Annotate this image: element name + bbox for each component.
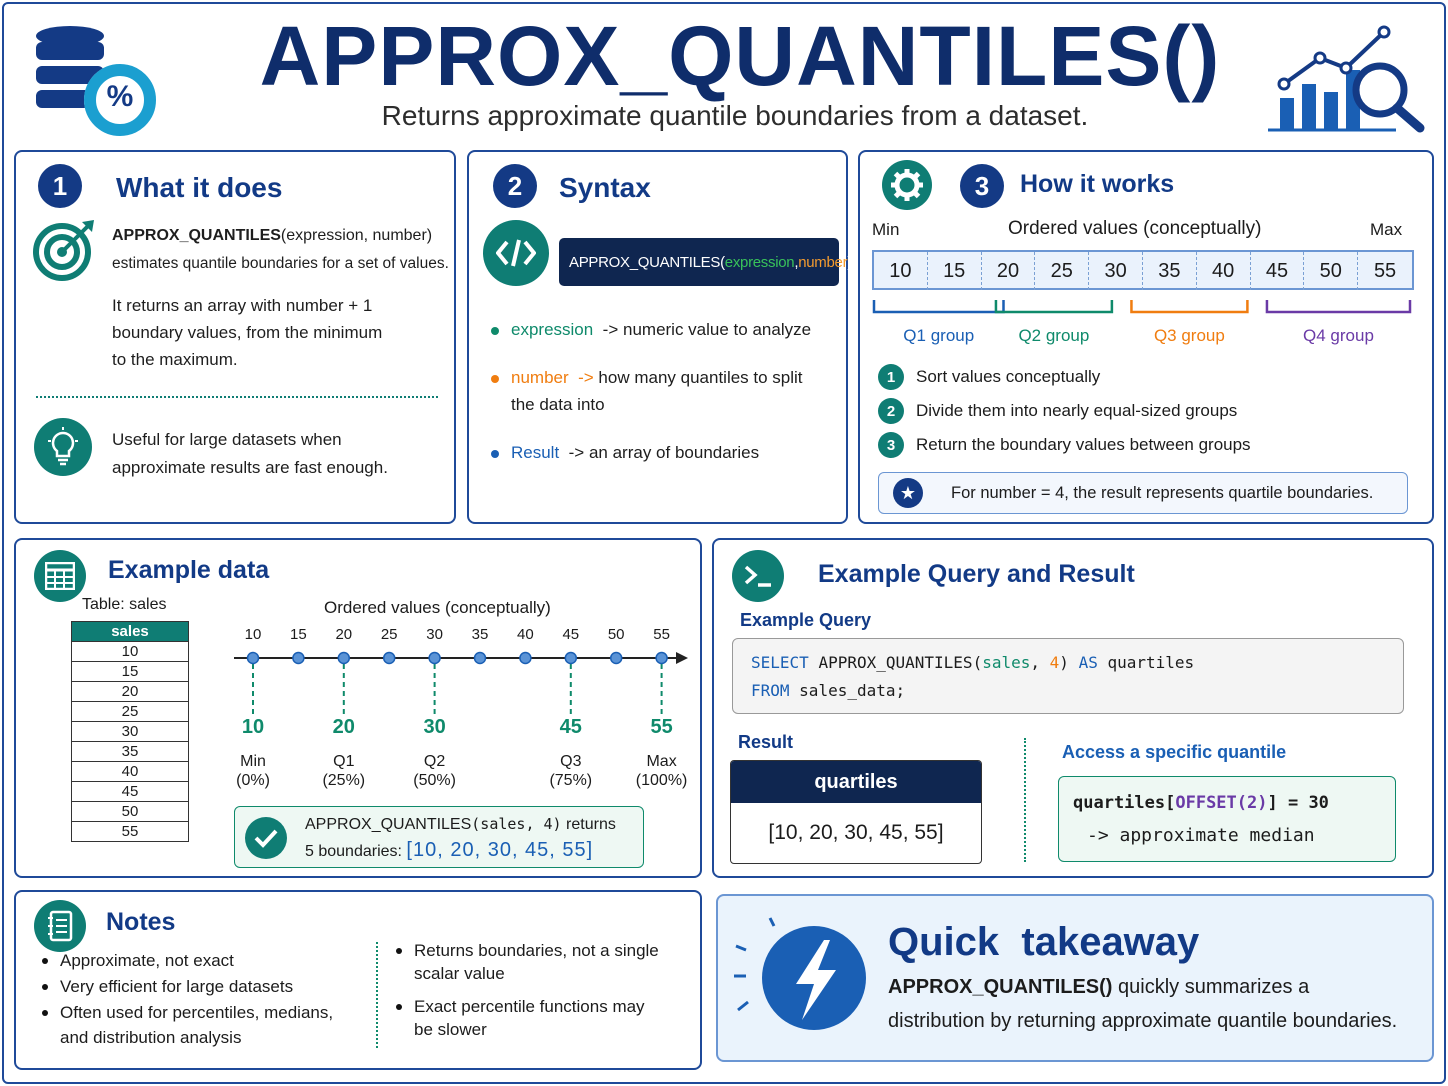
axis-point — [338, 653, 349, 664]
table-cell: 25 — [72, 702, 189, 722]
group-label: Q3 group — [1153, 326, 1225, 345]
panel-title: Syntax — [559, 172, 651, 203]
boundary-percent: (100%) — [635, 772, 688, 789]
group-bracket — [1131, 300, 1247, 312]
step-number: 3 — [878, 432, 904, 458]
takeaway-func: APPROX_QUANTILES() — [888, 976, 1113, 998]
table-cell: 40 — [72, 762, 189, 782]
tip-line-2: approximate results are fast enough. — [112, 458, 388, 477]
returns-line-3: to the maximum. — [112, 350, 238, 369]
value-cell: 20 — [982, 252, 1036, 290]
table-cell: 10 — [72, 642, 189, 662]
table-cell: 50 — [72, 802, 189, 822]
axis-point — [248, 653, 259, 664]
function-args: (expression, number) — [280, 227, 433, 244]
param-key: expression — [511, 320, 594, 339]
panel-title: Example data — [108, 556, 270, 584]
table-cell: 45 — [72, 782, 189, 802]
value-cell: 10 — [874, 252, 928, 290]
returns-line-1: It returns an array with number + 1 — [112, 296, 373, 315]
axis-tick-label: 50 — [607, 626, 625, 643]
access-arg: (2) — [1236, 793, 1268, 813]
boundary-percent: (25%) — [322, 772, 366, 789]
code-icon — [483, 220, 549, 286]
axis-tick-label: 40 — [517, 626, 534, 643]
value-cell: 55 — [1373, 259, 1397, 282]
result-array: [10, 20, 30, 45, 55] — [406, 839, 594, 861]
panel-how-it-works — [858, 150, 1434, 524]
step-item — [878, 398, 1237, 424]
access-box — [1058, 776, 1396, 862]
boundary-percent: (75%) — [549, 772, 593, 789]
notes-left-list — [40, 948, 370, 1026]
result-box — [730, 760, 982, 864]
notebook-icon — [34, 900, 86, 952]
note-text: For number = 4, the result represents quartile boundaries. — [951, 483, 1374, 502]
note-item-cont: and distribution analysis — [60, 1028, 242, 1047]
panel-title: How it works — [1020, 170, 1175, 198]
axis-tick-label: 30 — [426, 626, 443, 643]
axis-point — [384, 653, 395, 664]
param-result — [491, 439, 851, 466]
value-cell: 40 — [1197, 252, 1251, 290]
syntax-code-box — [559, 238, 852, 286]
axis-tick-label: 10 — [244, 626, 262, 643]
group-bracket — [874, 300, 1004, 312]
value-cell: 45 — [1251, 252, 1305, 290]
query-close: ) — [1059, 653, 1069, 672]
param-desc: how many quantiles to split — [598, 368, 803, 387]
result-count: 5 boundaries: — [305, 843, 402, 860]
axis-arrow — [676, 652, 688, 664]
values-strip — [872, 250, 1414, 290]
boundary-value: 30 — [423, 716, 446, 738]
note-item-cont: be slower — [414, 1020, 487, 1039]
step-text: Divide them into nearly equal-sized groups — [916, 401, 1238, 420]
code-expression: expression — [724, 253, 795, 271]
panel-title: Example Query and Result — [818, 560, 1135, 588]
ordered-label: Ordered values (conceptually) — [1008, 218, 1262, 239]
axis-tick-label: 25 — [380, 626, 398, 643]
axis-tick-label: 20 — [335, 626, 353, 643]
bullet-dot — [491, 327, 499, 335]
notes-right-list-2 — [394, 994, 694, 1020]
result-header: quartiles — [731, 761, 981, 803]
tip-line-1: Useful for large datasets when — [112, 430, 342, 449]
param-desc: numeric value to analyze — [623, 320, 812, 339]
function-name: APPROX_QUANTILES — [112, 227, 281, 244]
boundary-value: 20 — [332, 716, 355, 738]
divider — [36, 396, 438, 398]
param-number — [491, 364, 851, 391]
result-returns: returns — [566, 816, 616, 833]
note-item: Returns boundaries, not a single — [394, 938, 694, 964]
query-func: APPROX_QUANTILES( — [818, 653, 983, 672]
takeaway-text: quickly summarizes a — [1118, 976, 1310, 998]
param-arrow: -> — [602, 320, 619, 339]
result-line-1 — [305, 815, 616, 834]
group-labels — [872, 326, 1414, 350]
vertical-divider — [1024, 738, 1026, 862]
bullet-dot — [491, 375, 499, 383]
panel-syntax — [467, 150, 852, 524]
axis-point — [565, 653, 576, 664]
step-text: Return the boundary values between groups — [916, 435, 1251, 454]
group-bracket — [1267, 300, 1410, 312]
result-value: [10, 20, 30, 45, 55] — [768, 821, 944, 844]
info-note-box — [878, 472, 1408, 514]
param-desc: an array of boundaries — [588, 443, 760, 462]
panel-example-data — [14, 538, 702, 878]
access-post: ] = 30 — [1267, 793, 1329, 813]
boundary-name: Min — [240, 753, 266, 770]
axis-point — [520, 653, 531, 664]
panel-what-it-does — [14, 150, 456, 524]
code-number: number — [798, 253, 848, 271]
terminal-icon — [732, 550, 784, 602]
lightbulb-icon — [34, 418, 92, 476]
result-label: Result — [738, 732, 794, 752]
checkmark-icon — [245, 817, 287, 859]
note-item: Often used for percentiles, medians, — [40, 1000, 370, 1026]
function-description-line2: estimates quantile boundaries for a set of values. — [112, 255, 449, 272]
access-note — [1087, 825, 1315, 846]
number-line — [16, 644, 704, 724]
result-line-2 — [305, 839, 593, 862]
query-line-2 — [751, 677, 1403, 705]
boundary-name: Q2 — [423, 753, 446, 770]
step-number-badge: 3 — [960, 164, 1004, 208]
value-cell: 35 — [1143, 252, 1197, 290]
step-text: Sort values conceptually — [916, 367, 1101, 386]
database-icon — [30, 22, 160, 140]
column-header: sales — [72, 622, 189, 642]
axis-title: Ordered values (conceptually) — [324, 598, 551, 617]
table-cell: 15 — [72, 662, 189, 682]
boundary-percent: (50%) — [413, 772, 456, 789]
boundary-value: 10 — [241, 716, 265, 738]
value-cell: 50 — [1304, 252, 1358, 290]
axis-tick-labels — [16, 626, 704, 646]
page-title: APPROX_QUANTILES() — [259, 9, 1221, 103]
function-description — [112, 222, 452, 249]
query-comma: , — [1030, 653, 1050, 672]
value-cell: 25 — [1035, 252, 1089, 290]
bullet-dot — [491, 450, 499, 458]
step-number: 1 — [878, 364, 904, 390]
boundary-name: Q3 — [560, 753, 582, 770]
group-label: Q1 group — [903, 326, 975, 345]
access-fn: OFFSET — [1175, 793, 1237, 813]
panel-title: What it does — [116, 172, 283, 203]
lightning-icon — [732, 912, 872, 1052]
table-cell: 35 — [72, 742, 189, 762]
notes-divider — [376, 942, 378, 1048]
note-item: Exact percentile functions may — [394, 994, 694, 1020]
target-icon — [32, 218, 98, 282]
group-bracket — [996, 300, 1112, 312]
boundary-value: 55 — [650, 716, 673, 738]
percent-badge: % — [106, 80, 134, 113]
panel-quick-takeaway — [716, 894, 1434, 1062]
code-function: APPROX_QUANTILES( — [569, 253, 725, 271]
query-alias: quartiles — [1107, 653, 1195, 672]
takeaway-line-2: distribution by returning approximate quantile boundaries. — [888, 1010, 1398, 1032]
access-pre: quartiles[ — [1073, 793, 1176, 813]
takeaway-line-1 — [888, 976, 1309, 999]
value-cell: 15 — [928, 252, 982, 290]
boundary-labels — [16, 716, 704, 796]
table-icon — [34, 550, 86, 602]
table-label: Table: sales — [82, 596, 167, 613]
boundary-name: Max — [646, 753, 677, 770]
code-comma: , — [794, 253, 799, 271]
panel-notes — [14, 890, 702, 1070]
result-func: APPROX_QUANTILES — [305, 816, 472, 833]
axis-point — [475, 653, 486, 664]
param-key: Result — [511, 443, 560, 462]
query-arg1: sales — [982, 653, 1031, 672]
query-code-box — [732, 638, 1404, 714]
param-number-cont: the data into — [511, 395, 605, 414]
result-summary-box — [234, 806, 644, 868]
boundary-name: Q1 — [333, 753, 355, 770]
param-arrow: -> — [568, 443, 585, 462]
takeaway-title: Quick takeaway — [888, 920, 1200, 964]
returns-line-2: boundary values, from the minimum — [112, 323, 383, 342]
result-args: (sales, 4) — [471, 815, 562, 833]
kw-select: SELECT — [751, 653, 809, 672]
query-line-1 — [751, 649, 1403, 677]
chart-search-icon — [1264, 22, 1434, 134]
query-arg2: 4 — [1049, 653, 1060, 672]
boundary-percent: (0%) — [236, 772, 270, 789]
axis-tick-label: 55 — [653, 626, 670, 643]
note-item-cont: scalar value — [414, 964, 505, 983]
axis-point — [293, 653, 304, 664]
gear-icon — [882, 160, 932, 210]
query-table: sales_data; — [799, 681, 906, 700]
note-item: Very efficient for large datasets — [40, 974, 370, 1000]
code-close: ) — [847, 253, 852, 271]
access-code — [1073, 793, 1329, 813]
kw-from: FROM — [751, 681, 790, 700]
step-number-badge: 1 — [38, 164, 82, 208]
group-label: Q2 group — [1018, 326, 1090, 345]
access-note-text: -> approximate median — [1087, 825, 1315, 846]
boundary-value: 45 — [559, 716, 582, 738]
notes-right-list — [394, 938, 694, 964]
panel-example-query — [712, 538, 1434, 878]
note-item: Approximate, not exact — [40, 948, 370, 974]
kw-as: AS — [1078, 653, 1098, 672]
max-label: Max — [1370, 220, 1403, 239]
table-cell: 20 — [72, 682, 189, 702]
table-cell: 30 — [72, 722, 189, 742]
param-key: number — [511, 368, 569, 387]
group-brackets — [872, 298, 1414, 322]
axis-point — [611, 653, 622, 664]
group-label: Q4 group — [1303, 326, 1374, 345]
step-number: 2 — [878, 398, 904, 424]
axis-point — [656, 653, 667, 664]
step-item — [878, 432, 1251, 458]
query-subtitle: Example Query — [740, 610, 872, 630]
param-arrow: -> — [578, 368, 594, 387]
axis-tick-label: 15 — [290, 626, 307, 643]
axis-tick-label: 35 — [471, 626, 489, 643]
panel-title: Notes — [106, 908, 176, 936]
param-expression — [491, 316, 851, 343]
value-cell: 30 — [1089, 252, 1143, 290]
step-number-badge: 2 — [493, 164, 537, 208]
axis-tick-label: 45 — [562, 626, 580, 643]
star-icon: ★ — [893, 478, 923, 508]
access-label: Access a specific quantile — [1062, 742, 1287, 762]
axis-point — [429, 653, 440, 664]
page-subtitle: Returns approximate quantile boundaries from a dataset. — [381, 100, 1089, 131]
table-cell: 55 — [72, 822, 189, 842]
step-item — [878, 364, 1100, 390]
min-label: Min — [872, 220, 900, 239]
